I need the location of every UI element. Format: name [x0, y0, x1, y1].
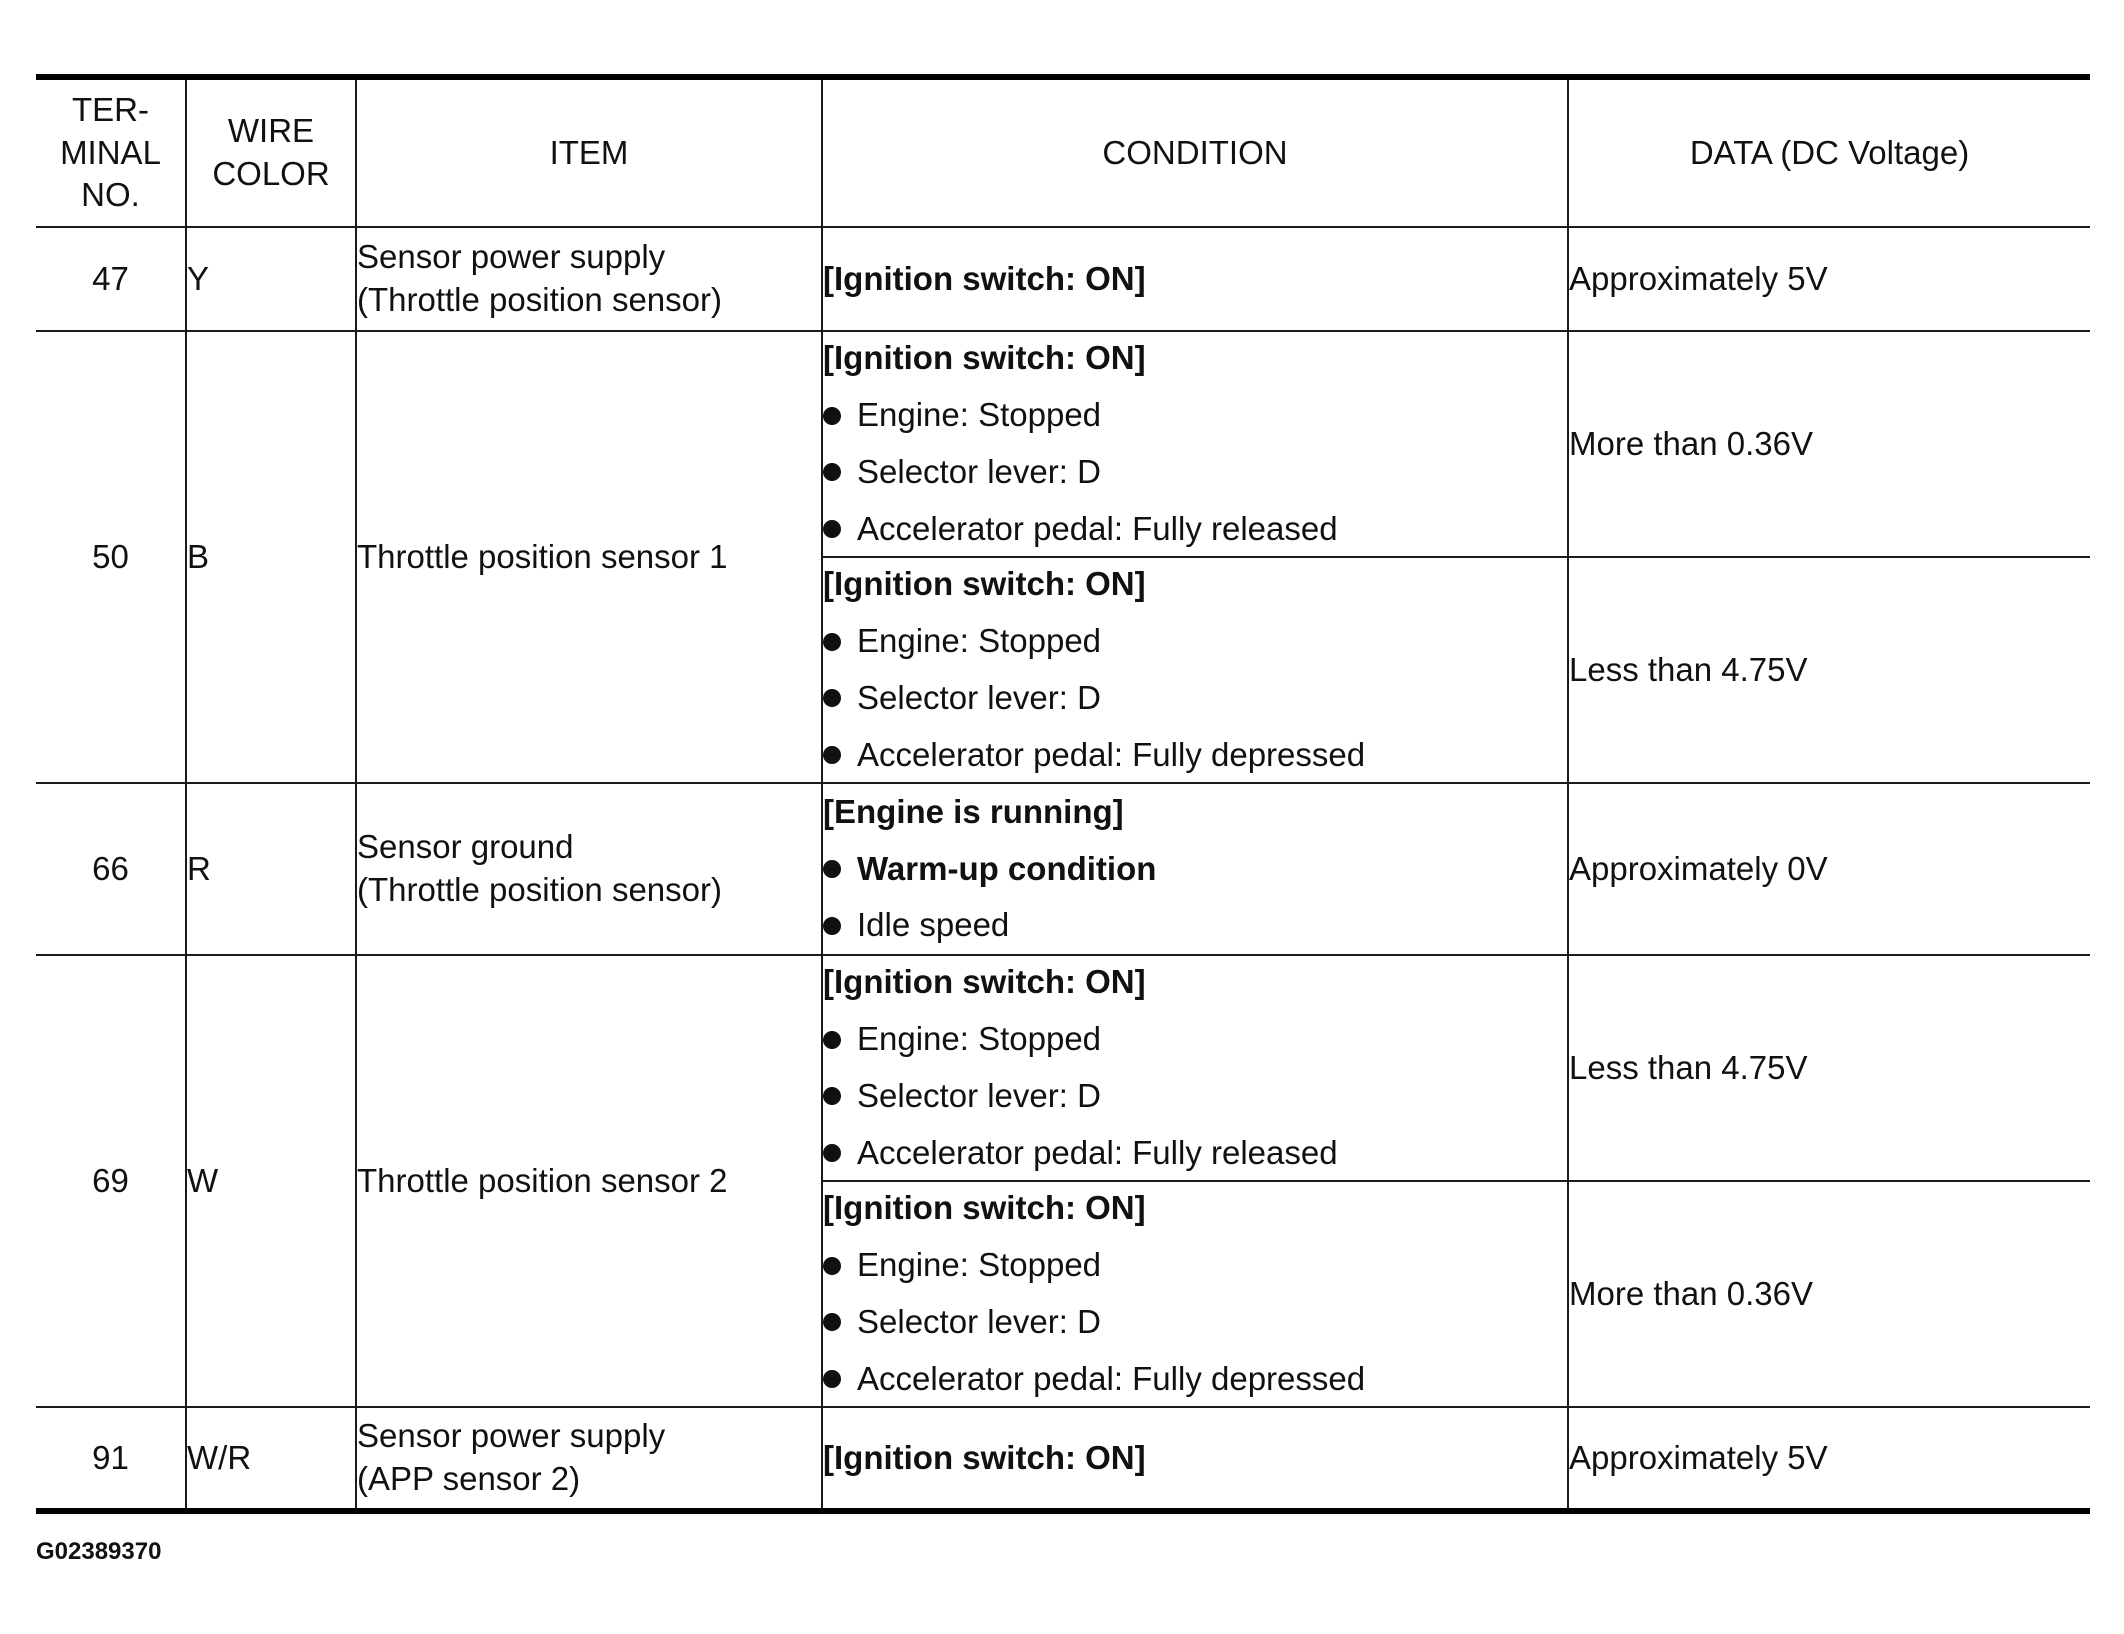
condition-cell — [822, 331, 1568, 557]
wire-color: B — [186, 331, 356, 783]
terminal-number: 91 — [36, 1407, 186, 1511]
voltage-data: Less than 4.75V — [1568, 955, 2090, 1181]
bullet-dot-icon — [823, 1313, 841, 1331]
condition-heading: [Ignition switch: ON] — [823, 259, 1146, 297]
terminal-number: 69 — [36, 955, 186, 1407]
voltage-data: Approximately 5V — [1568, 227, 2090, 331]
condition-cell — [822, 1407, 1568, 1511]
condition-bullet: Selector lever: D — [823, 677, 1567, 720]
condition-heading: [Ignition switch: ON] — [823, 339, 1146, 377]
bullet-dot-icon — [823, 407, 841, 425]
header-condition: CONDITION — [822, 77, 1568, 227]
bullet-dot-icon — [823, 1087, 841, 1105]
wire-color: W/R — [186, 1407, 356, 1511]
wire-color: R — [186, 783, 356, 955]
header-data: DATA (DC Voltage) — [1568, 77, 2090, 227]
figure-id: G02389370 — [36, 1538, 162, 1565]
condition-cell — [822, 227, 1568, 331]
condition-cell — [822, 1181, 1568, 1407]
condition-cell — [822, 955, 1568, 1181]
voltage-data: Approximately 5V — [1568, 1407, 2090, 1511]
condition-bullet: Engine: Stopped — [823, 394, 1567, 437]
table-row — [36, 331, 2090, 557]
condition-bullet: Warm-up condition — [823, 848, 1567, 891]
bullet-dot-icon — [823, 633, 841, 651]
bullet-dot-icon — [823, 520, 841, 538]
condition-bullet: Accelerator pedal: Fully released — [823, 1132, 1567, 1175]
voltage-data: More than 0.36V — [1568, 1181, 2090, 1407]
item-description: Sensor ground (Throttle position sensor) — [356, 783, 822, 955]
condition-heading: [Ignition switch: ON] — [823, 963, 1146, 1001]
terminal-number: 66 — [36, 783, 186, 955]
header-item: ITEM — [356, 77, 822, 227]
condition-bullet: Selector lever: D — [823, 451, 1567, 494]
condition-bullet: Engine: Stopped — [823, 1244, 1567, 1287]
table-row — [36, 227, 2090, 331]
voltage-data: Less than 4.75V — [1568, 557, 2090, 783]
table-row — [36, 955, 2090, 1181]
terminal-data-table — [36, 74, 2090, 1514]
bullet-dot-icon — [823, 746, 841, 764]
condition-heading: [Ignition switch: ON] — [823, 565, 1146, 603]
condition-bullet: Accelerator pedal: Fully depressed — [823, 734, 1567, 777]
condition-bullet: Accelerator pedal: Fully released — [823, 508, 1567, 551]
bullet-dot-icon — [823, 689, 841, 707]
terminal-number: 47 — [36, 227, 186, 331]
item-description: Throttle position sensor 1 — [356, 331, 822, 783]
voltage-data: More than 0.36V — [1568, 331, 2090, 557]
condition-heading: [Ignition switch: ON] — [823, 1189, 1146, 1227]
header-terminal-no: TER- MINAL NO. — [36, 77, 186, 227]
condition-bullet: Engine: Stopped — [823, 1018, 1567, 1061]
item-description: Sensor power supply (APP sensor 2) — [356, 1407, 822, 1511]
table-row — [36, 783, 2090, 955]
condition-bullet: Accelerator pedal: Fully depressed — [823, 1358, 1567, 1401]
header-wire-color: WIRE COLOR — [186, 77, 356, 227]
voltage-data: Approximately 0V — [1568, 783, 2090, 955]
condition-cell — [822, 557, 1568, 783]
item-description: Sensor power supply (Throttle position sensor) — [356, 227, 822, 331]
table-row — [36, 1407, 2090, 1511]
bullet-dot-icon — [823, 1031, 841, 1049]
condition-bullet: Engine: Stopped — [823, 620, 1567, 663]
condition-cell — [822, 783, 1568, 955]
wire-color: Y — [186, 227, 356, 331]
terminal-number: 50 — [36, 331, 186, 783]
item-description: Throttle position sensor 2 — [356, 955, 822, 1407]
bullet-dot-icon — [823, 1144, 841, 1162]
condition-bullet: Selector lever: D — [823, 1075, 1567, 1118]
condition-bullet: Idle speed — [823, 904, 1567, 947]
table-header-row — [36, 77, 2090, 227]
bullet-dot-icon — [823, 463, 841, 481]
bullet-dot-icon — [823, 860, 841, 878]
wire-color: W — [186, 955, 356, 1407]
condition-bullet: Selector lever: D — [823, 1301, 1567, 1344]
bullet-dot-icon — [823, 1370, 841, 1388]
bullet-dot-icon — [823, 1257, 841, 1275]
condition-heading: [Ignition switch: ON] — [823, 1438, 1146, 1476]
condition-heading: [Engine is running] — [823, 792, 1124, 830]
bullet-dot-icon — [823, 917, 841, 935]
